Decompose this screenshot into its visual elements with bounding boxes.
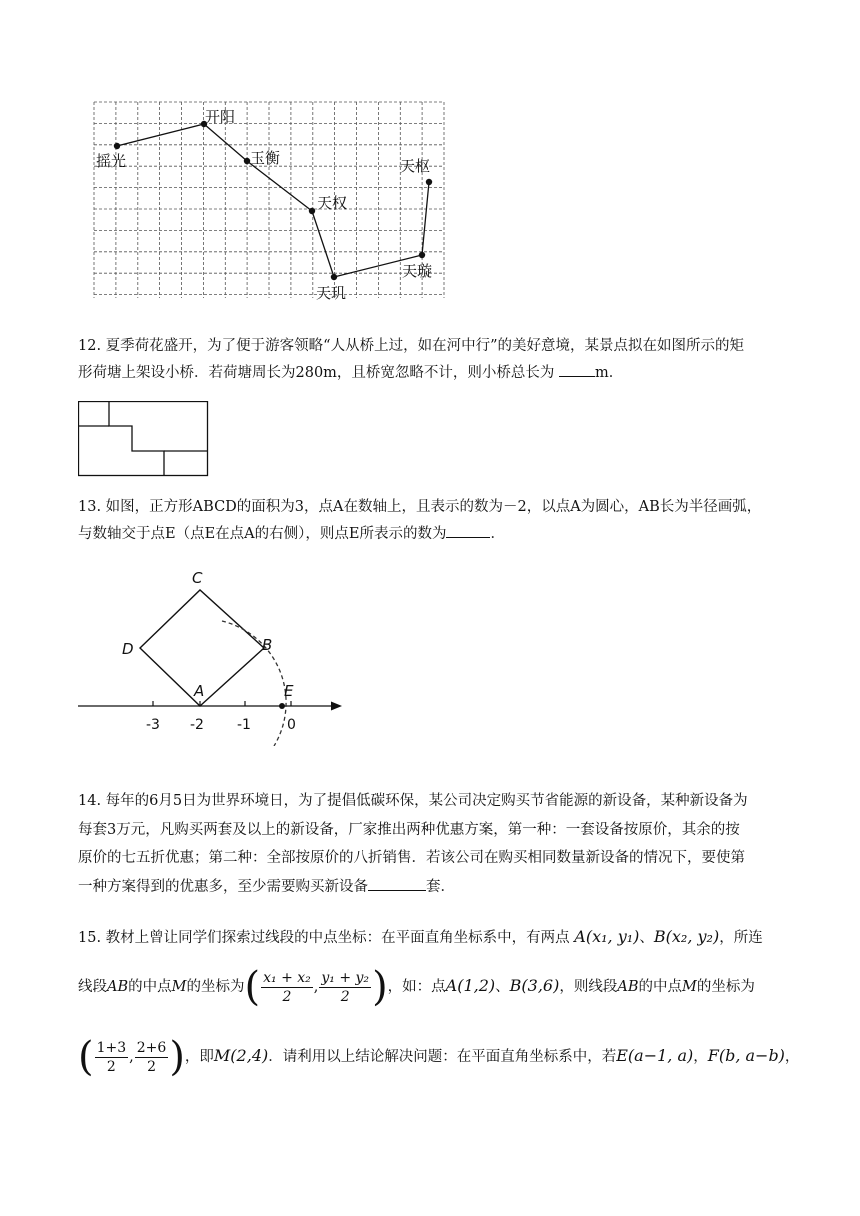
fraction-y: $\frac{\text{y₁ + y₂}}{2}$ xyxy=(321,969,370,1005)
text: 的坐标为 xyxy=(696,979,755,995)
point-m: M xyxy=(681,979,697,995)
question-12 xyxy=(78,333,790,387)
separator: 、 xyxy=(639,930,654,946)
label-e: E xyxy=(284,682,294,700)
tick-0: 0 xyxy=(287,717,296,733)
point-b-coords: B(x₂, y₂) xyxy=(653,927,720,946)
separator: ， xyxy=(784,1049,800,1065)
big-dipper-figure xyxy=(90,96,450,306)
point-a-coords: A(x₁, y₁) xyxy=(574,927,640,946)
q14-text-line3: 原价的七五折优惠；第二种：全部按原价的八折销售．若该公司在购买相同数量新设备的情况下，要使第 xyxy=(78,850,745,866)
question-13 xyxy=(78,494,790,548)
q13-text-line2: 与数轴交于点E（点E在点A的右侧），则点E所表示的数为 xyxy=(78,526,447,542)
q14-number: 14. xyxy=(78,793,102,809)
text: ．请利用以上结论解决问题：在平面直角坐标系中，若 xyxy=(268,1049,617,1065)
q13-text-line1: 如图，正方形ABCD的面积为3，点A在数轴上，且表示的数为－2，以点A为圆心，AB长为半径画弧， xyxy=(105,499,762,515)
question-15-line1 xyxy=(78,926,763,947)
star-tianxuan xyxy=(419,252,425,258)
tick-neg1: -1 xyxy=(237,717,251,733)
q12-text-unit: m． xyxy=(595,365,624,381)
q14-text-line2: 每套3万元，凡购买两套及以上的新设备，厂家推出两种优惠方案，第一种：一套设备按原价，其余的按 xyxy=(78,821,740,838)
pond-figure xyxy=(78,401,210,479)
star-yaoguang xyxy=(114,143,120,149)
label-a: A xyxy=(194,682,205,700)
segment-ab: AB xyxy=(617,979,639,995)
text: 的中点 xyxy=(128,979,172,995)
question-14 xyxy=(78,787,790,901)
fraction-x: $\frac{\text{x₁ + x₂}}{2}$ xyxy=(263,969,311,1005)
point-a-example: A(1,2) xyxy=(445,976,496,995)
label-b: B xyxy=(262,636,273,654)
text: 的中点 xyxy=(638,979,682,995)
question-15-line3: ( $\frac{1+3}{2}$ , $\frac{2+6}{2}$ )，即M(2,4)．请利用以上结论解决问题：在平面直角坐标系中，若E(a−1, a)，F(b, a−b)， xyxy=(78,1034,800,1080)
q12-number: 12. xyxy=(78,338,102,354)
star-tianji xyxy=(331,274,337,280)
q15-text-tail: ，所连 xyxy=(719,930,763,946)
point-m-result: M(2,4) xyxy=(213,1046,269,1065)
label-tianji: 天玑 xyxy=(316,284,347,302)
text: 的坐标为 xyxy=(186,979,245,995)
separator: ， xyxy=(693,1049,708,1065)
q13-number: 13. xyxy=(78,499,102,515)
text: 线段 xyxy=(78,979,107,995)
point-e xyxy=(279,703,285,709)
dashed-grid xyxy=(94,102,444,298)
label-yaoguang: 摇光 xyxy=(96,152,127,170)
answer-blank[interactable] xyxy=(559,362,595,377)
fraction-example-x: $\frac{1+3}{2}$ xyxy=(96,1039,127,1075)
tick-neg3: -3 xyxy=(146,717,160,733)
q14-text-end: 套． xyxy=(426,878,455,895)
star-tianquan xyxy=(309,208,315,214)
label-d: D xyxy=(122,640,134,658)
label-tianquan: 天权 xyxy=(317,194,348,212)
answer-blank[interactable] xyxy=(446,523,490,538)
label-yuheng: 玉衡 xyxy=(250,149,281,167)
point-b-example: B(3,6) xyxy=(509,976,560,995)
q14-text-line1: 每年的6月5日为世界环境日，为了提倡低碳环保，某公司决定购买节省能源的新设备，某种新设备为 xyxy=(105,793,748,809)
label-c: C xyxy=(192,569,203,587)
question-15-line2: 线段AB的中点M的坐标为( $\frac{\text{x₁ + x₂}}{2}$ , $\frac{\text{y₁ + y₂}}{2}$ )，如：点A(1,2)、B(3,6)，则线段AB的中点M的坐标为 xyxy=(78,964,755,1010)
q14-text-line4: 一种方案得到的优惠多，至少需要购买新设备 xyxy=(78,878,368,895)
q13-text-end: ． xyxy=(490,526,505,542)
label-tianxuan: 天璇 xyxy=(402,262,433,280)
text: ，如：点 xyxy=(387,979,446,995)
point-m: M xyxy=(171,979,187,995)
separator: 、 xyxy=(495,979,510,995)
axis-arrow xyxy=(331,702,342,711)
fraction-example-y: $\frac{2+6}{2}$ xyxy=(136,1039,167,1075)
constellation-line xyxy=(117,124,429,277)
answer-blank[interactable] xyxy=(368,876,426,891)
q15-number: 15. xyxy=(78,930,102,946)
number-line-figure xyxy=(76,566,346,746)
text: ，则线段 xyxy=(559,979,618,995)
label-kaiyang: 开阳 xyxy=(205,108,236,126)
text: ，即 xyxy=(184,1049,214,1065)
segment-ab: AB xyxy=(107,979,129,995)
star-tianshu xyxy=(426,179,432,185)
label-tianshu: 天枢 xyxy=(400,157,431,175)
point-f-coords: F(b, a−b) xyxy=(707,1046,785,1065)
point-e-coords: E(a−1, a) xyxy=(616,1046,694,1065)
q12-text-line1: 夏季荷花盛开，为了便于游客领略“人从桥上过，如在河中行”的美好意境，某景点拟在如图所示的矩 xyxy=(105,338,744,354)
tick-neg2: -2 xyxy=(190,717,204,733)
q12-text-line2: 形荷塘上架设小桥．若荷塘周长为280m，且桥宽忽略不计，则小桥总长为 xyxy=(78,365,555,381)
q15-text: 教材上曾让同学们探索过线段的中点坐标：在平面直角坐标系中，有两点 xyxy=(105,930,570,946)
